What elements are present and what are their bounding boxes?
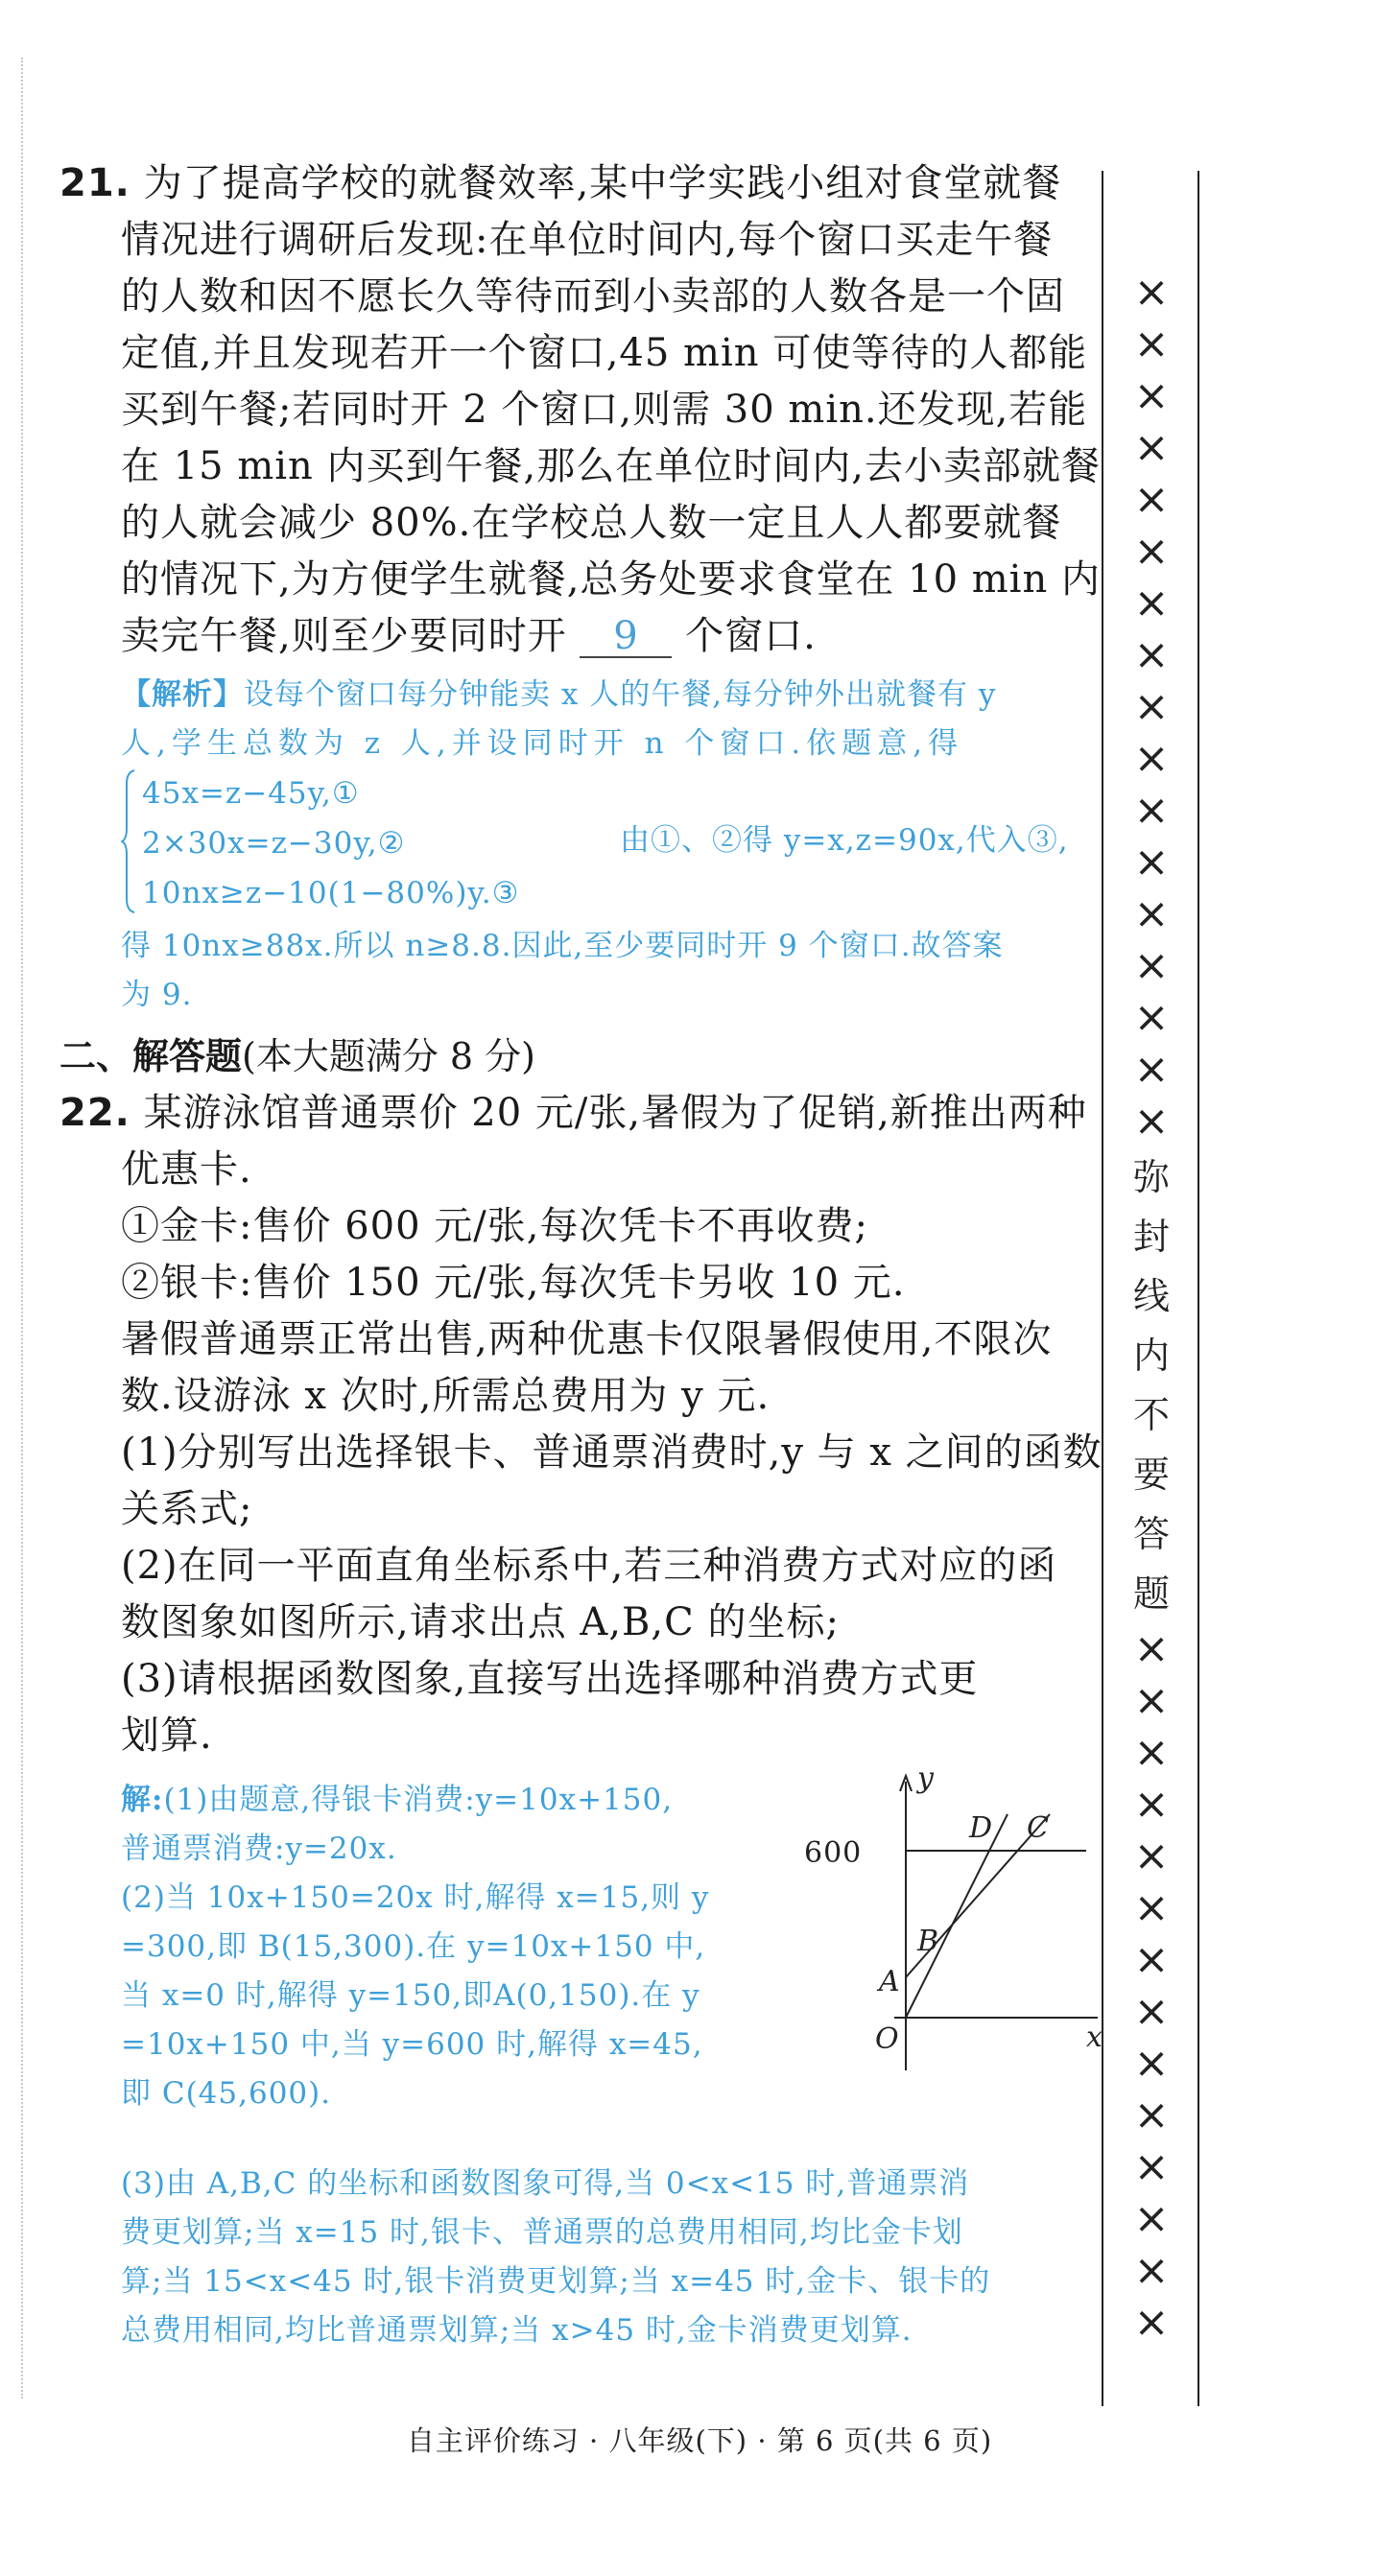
- page-edge-dots: [21, 58, 23, 2399]
- point-b-label: B: [917, 1925, 940, 1958]
- point-d-label: D: [969, 1811, 994, 1845]
- equations: [142, 768, 519, 918]
- q22-line-7: 关系式;: [121, 1487, 253, 1531]
- point-c-label: C: [1027, 1811, 1050, 1845]
- cross-mark-bottom-2: ×: [1133, 1728, 1170, 1777]
- cross-mark-top-4: ×: [1133, 475, 1170, 524]
- cross-mark-top-5: ×: [1133, 527, 1170, 576]
- solution-line-2: (2)当 10x+150=20x 时,解得 x=15,则 y: [121, 1880, 710, 1915]
- q21-line-1: 情况进行调研后发现:在单位时间内,每个窗口买走午餐: [121, 218, 1054, 262]
- solution-line-5: =10x+150 中,当 y=600 时,解得 x=45,: [121, 2027, 703, 2062]
- equation-system: [121, 768, 1086, 922]
- seal-notice: [1111, 1147, 1192, 1623]
- solution-full-line-1: 费更划算;当 x=15 时,银卡、普通票的总费用相同,均比金卡划: [121, 2215, 963, 2250]
- cross-mark-top-11: ×: [1133, 838, 1170, 886]
- cross-mark-bottom-4: ×: [1133, 1832, 1170, 1880]
- analysis-text-1: 设每个窗口每分钟能卖 x 人的午餐,每分钟外出就餐有 y: [244, 677, 997, 712]
- section-title: 二、解答题: [59, 1035, 243, 1077]
- analysis-line-2: 人,学生总数为 z 人,并设同时开 n 个窗口.依题意,得: [121, 726, 964, 761]
- solution-line-0: [121, 1776, 831, 1825]
- main-content: [59, 155, 1103, 2355]
- solution-full-line-2: 算;当 15<x<45 时,银卡消费更划算;当 x=45 时,金卡、银卡的: [121, 2264, 991, 2299]
- seal-char-0: 弥: [1132, 1156, 1170, 1198]
- cross-mark-bottom-1: ×: [1133, 1676, 1170, 1725]
- solution-tag: 解:: [121, 1783, 164, 1817]
- q22-line-11: 划算.: [121, 1713, 213, 1758]
- cross-mark-bottom-6: ×: [1133, 1935, 1170, 1984]
- cross-mark-top-13: ×: [1133, 941, 1170, 990]
- cross-mark-top-8: ×: [1133, 682, 1170, 731]
- q21-line-8: [59, 608, 1086, 665]
- seal-char-3: 内: [1132, 1335, 1170, 1377]
- cross-mark-bottom-5: ×: [1133, 1883, 1170, 1932]
- cross-mark-bottom-0: ×: [1133, 1624, 1170, 1673]
- analysis-line-1: [59, 671, 1086, 720]
- cross-mark-bottom-10: ×: [1133, 2142, 1170, 2191]
- analysis-line-4: 为 9.: [121, 978, 193, 1012]
- point-a-label: A: [879, 1965, 901, 1998]
- seal-char-5: 要: [1132, 1453, 1170, 1496]
- seal-char-6: 答: [1132, 1513, 1170, 1555]
- cross-mark-top-1: ×: [1133, 319, 1170, 368]
- section-subtitle: (本大题满分 8 分): [242, 1035, 536, 1077]
- q21-number: 21.: [59, 161, 130, 205]
- solution-full-line-3: 总费用相同,均比普通票划算;当 x>45 时,金卡消费更划算.: [121, 2313, 913, 2348]
- solution-full-line-0: (3)由 A,B,C 的坐标和函数图象可得,当 0<x<15 时,普通票消: [121, 2166, 970, 2201]
- q22-text-0: 某游泳馆普通票价 20 元/张,暑假为了促销,新推出两种: [143, 1091, 1087, 1135]
- equation-3: 10nx≥z−10(1−80%)y.③: [142, 876, 520, 910]
- section-heading: [59, 1028, 1086, 1085]
- q22-line-5: 数.设游泳 x 次时,所需总费用为 y 元.: [121, 1374, 771, 1418]
- q21-last-before: 卖完午餐,则至少要同时开: [121, 614, 567, 658]
- solution-line-6: 即 C(45,600).: [121, 2076, 332, 2111]
- q21-analysis: [59, 671, 1086, 1020]
- solution-line-3: =300,即 B(15,300).在 y=10x+150 中,: [121, 1929, 706, 1964]
- cross-mark-top-0: ×: [1133, 268, 1170, 317]
- q22-line-10: (3)请根据函数图象,直接写出选择哪种消费方式更: [121, 1657, 979, 1701]
- q22-line-6: (1)分别写出选择银卡、普通票消费时,y 与 x 之间的函数: [121, 1430, 1103, 1475]
- seal-char-7: 题: [1132, 1572, 1170, 1615]
- q22-line-4: 暑假普通票正常出售,两种优惠卡仅限暑假使用,不限次: [121, 1317, 1053, 1361]
- top-cross-marks: [1111, 267, 1192, 1147]
- cross-mark-top-10: ×: [1133, 786, 1170, 835]
- q22-line-8: (2)在同一平面直角坐标系中,若三种消费方式对应的函: [121, 1544, 1057, 1588]
- q21-line-2: 的人数和因不愿长久等待而到小卖部的人数各是一个固: [121, 274, 1065, 319]
- solution-line-4: 当 x=0 时,解得 y=150,即A(0,150).在 y: [121, 1978, 700, 2013]
- origin-label: O: [875, 2022, 900, 2056]
- cross-mark-top-9: ×: [1133, 734, 1170, 783]
- question-22: [59, 1085, 1103, 1764]
- binding-line-right: [1197, 171, 1199, 2406]
- q22-line-3: ②银卡:售价 150 元/张,每次凭卡另收 10 元.: [121, 1261, 906, 1305]
- q22-line-9: 数图象如图所示,请求出点 A,B,C 的坐标;: [121, 1600, 840, 1644]
- y-axis-label: y: [917, 1768, 935, 1795]
- q22-line-1: 优惠卡.: [121, 1147, 252, 1192]
- cross-mark-top-6: ×: [1133, 579, 1170, 627]
- cross-mark-top-2: ×: [1133, 371, 1170, 420]
- q21-line-0: [59, 155, 1086, 212]
- function-graph: [798, 1768, 1105, 2085]
- seal-char-2: 线: [1132, 1275, 1170, 1317]
- cross-mark-top-14: ×: [1133, 993, 1170, 1042]
- cross-mark-top-7: ×: [1133, 630, 1170, 679]
- cross-mark-top-15: ×: [1133, 1045, 1170, 1094]
- analysis-line-3: 得 10nx≥88x.所以 n≥8.8.因此,至少要同时开 9 个窗口.故答案: [121, 929, 1004, 963]
- q21-last-after: 个窗口.: [685, 614, 817, 658]
- equation-side-note: 由①、②得 y=x,z=90x,代入③,: [620, 823, 1069, 858]
- equation-2: 2×30x=z−30y,②: [142, 826, 406, 861]
- seal-char-1: 封: [1132, 1216, 1170, 1258]
- q21-line-6: 的人就会减少 80%.在学校总人数一定且人人都要就餐: [121, 501, 1062, 545]
- q21-answer-blank: 9: [580, 616, 672, 658]
- binding-line-left: [1102, 171, 1103, 2406]
- cross-mark-bottom-7: ×: [1133, 1987, 1170, 2036]
- q21-line-7: 的情况下,为方便学生就餐,总务处要求食堂在 10 min 内: [121, 557, 1101, 602]
- cross-mark-bottom-12: ×: [1133, 2246, 1170, 2295]
- analysis-tag: 【解析】: [121, 677, 244, 712]
- q22-solution-part3: [59, 2160, 1086, 2355]
- bottom-cross-marks: [1111, 1623, 1192, 2349]
- q21-line-3: 定值,并且发现若开一个窗口,45 min 可使等待的人都能: [121, 331, 1088, 375]
- cross-mark-bottom-8: ×: [1133, 2039, 1170, 2088]
- q22-solution: [59, 1768, 1103, 2169]
- x-axis-label: x: [1086, 2021, 1103, 2054]
- q22-line-0: [59, 1085, 1086, 1142]
- solution-line-1: 普通票消费:y=20x.: [121, 1832, 397, 1866]
- seal-char-4: 不: [1132, 1394, 1170, 1436]
- q21-line-5: 在 15 min 内买到午餐,那么在单位时间内,去小卖部就餐: [121, 444, 1101, 488]
- q22-solution-left: [121, 1776, 831, 2118]
- binding-text-stack: [1111, 267, 1192, 2349]
- q22-number: 22.: [59, 1091, 130, 1135]
- cross-mark-bottom-3: ×: [1133, 1780, 1170, 1829]
- cross-mark-top-3: ×: [1133, 423, 1170, 472]
- cross-mark-top-16: ×: [1133, 1097, 1170, 1146]
- equation-1: 45x=z−45y,①: [142, 776, 360, 811]
- cross-mark-bottom-13: ×: [1133, 2298, 1170, 2347]
- binding-sidebar: [1102, 171, 1201, 2406]
- cross-mark-bottom-11: ×: [1133, 2194, 1170, 2243]
- cross-mark-top-12: ×: [1133, 889, 1170, 938]
- question-21: [59, 155, 1101, 665]
- q21-line-4: 买到午餐;若同时开 2 个窗口,则需 30 min.还发现,若能: [121, 388, 1088, 432]
- cross-mark-bottom-9: ×: [1133, 2091, 1170, 2139]
- page-footer: 自主评价练习 · 八年级(下) · 第 6 页(共 6 页): [406, 2424, 993, 2457]
- q21-text-0: 为了提高学校的就餐效率,某中学实践小组对食堂就餐: [143, 161, 1062, 205]
- q22-line-2: ①金卡:售价 600 元/张,每次凭卡不再收费;: [121, 1204, 868, 1248]
- tick-600-label: 600: [804, 1836, 863, 1870]
- solution-text-0: (1)由题意,得银卡消费:y=10x+150,: [163, 1783, 674, 1817]
- left-brace-icon: [121, 768, 136, 914]
